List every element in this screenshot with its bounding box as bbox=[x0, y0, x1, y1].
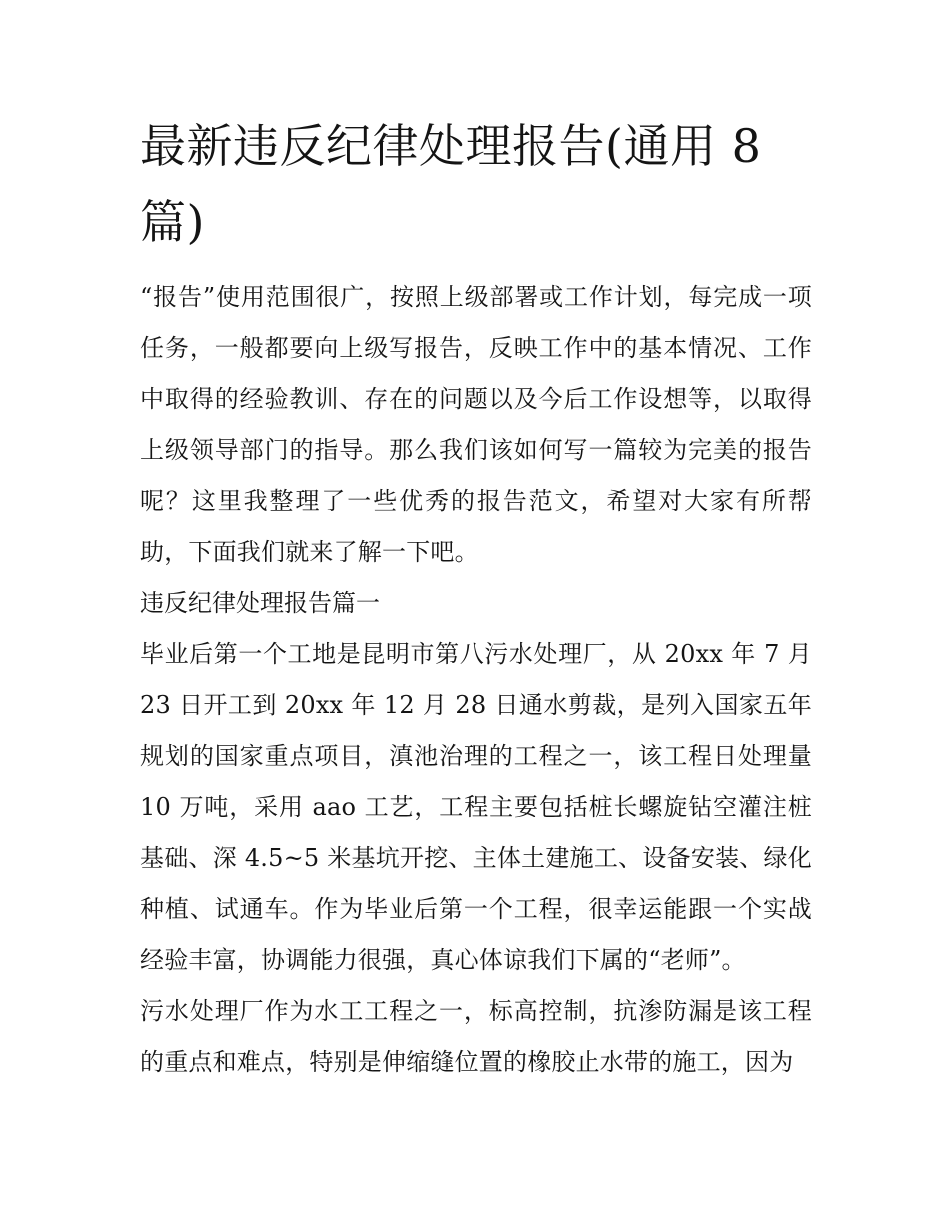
body-paragraph: 污水处理厂作为水工工程之一，标高控制，抗渗防漏是该工程的重点和难点，特别是伸缩缝位置的橡胶止水带的施工，因为 bbox=[140, 997, 812, 1076]
document-title: 最新违反纪律处理报告(通用 8 篇) bbox=[140, 119, 762, 249]
intro-paragraph: “报告”使用范围很广，按照上级部署或工作计划，每完成一项任务，一般都要向上级写报告，反映工作中的基本情况、工作中取得的经验教训、存在的问题以及今后工作设想等，以取得上级领导部门的指导。那么我们该如何写一篇较为完美的报告呢？这里我整理了一些优秀的报告范文，希望对大家有所帮助，下面我们就来了解一下吧。 bbox=[140, 283, 812, 566]
section-heading: 违反纪律处理报告篇一 bbox=[140, 589, 380, 617]
body-paragraph: 毕业后第一个工地是昆明市第八污水处理厂，从 20xx 年 7 月 23 日开工到 20xx 年 12 月 28 日通水剪裁，是列入国家五年规划的国家重点项目，滇池治理的工程之一，该工程日处理量 10 万吨，采用 aao 工艺，工程主要包括桩长螺旋钻空灌注桩基础、深 4.5~5 米基坑开挖、主体土建施工、设备安装、绿化种植、试通车。作为毕业后第一个工程，很幸运能跟一个实战经验丰富，协调能力很强，真心体谅我们下属的“老师”。 bbox=[140, 640, 812, 974]
document-page bbox=[140, 108, 812, 1088]
